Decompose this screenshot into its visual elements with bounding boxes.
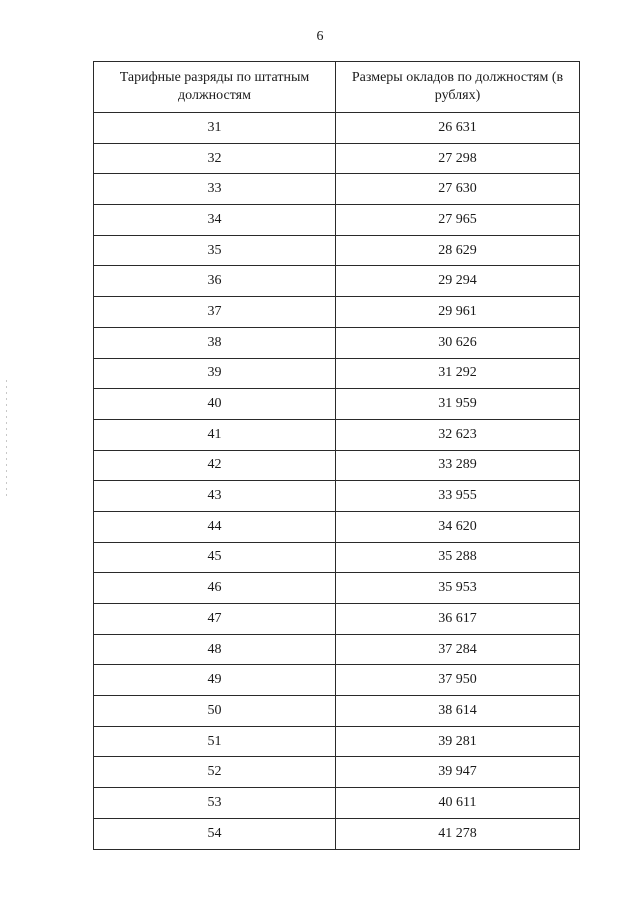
cell-grade: 33 <box>94 174 336 205</box>
table-row <box>94 542 580 573</box>
cell-salary: 39 947 <box>336 757 580 788</box>
cell-grade: 35 <box>94 235 336 266</box>
table-row <box>94 788 580 819</box>
cell-salary: 29 294 <box>336 266 580 297</box>
cell-salary: 41 278 <box>336 818 580 849</box>
table-row <box>94 604 580 635</box>
cell-salary: 39 281 <box>336 726 580 757</box>
table-row <box>94 450 580 481</box>
table-row <box>94 113 580 144</box>
cell-salary: 27 298 <box>336 143 580 174</box>
cell-salary: 40 611 <box>336 788 580 819</box>
cell-grade: 51 <box>94 726 336 757</box>
cell-grade: 36 <box>94 266 336 297</box>
cell-salary: 37 950 <box>336 665 580 696</box>
cell-salary: 27 630 <box>336 174 580 205</box>
cell-grade: 48 <box>94 634 336 665</box>
cell-salary: 26 631 <box>336 113 580 144</box>
table-row <box>94 174 580 205</box>
cell-salary: 28 629 <box>336 235 580 266</box>
salary-table <box>93 61 580 850</box>
page-number: 6 <box>316 29 324 44</box>
cell-grade: 34 <box>94 205 336 236</box>
cell-grade: 53 <box>94 788 336 819</box>
cell-grade: 46 <box>94 573 336 604</box>
cell-grade: 40 <box>94 389 336 420</box>
cell-grade: 42 <box>94 450 336 481</box>
cell-grade: 38 <box>94 327 336 358</box>
table-row <box>94 634 580 665</box>
cell-salary: 33 289 <box>336 450 580 481</box>
table-row <box>94 818 580 849</box>
cell-salary: 30 626 <box>336 327 580 358</box>
cell-salary: 35 288 <box>336 542 580 573</box>
table-row <box>94 389 580 420</box>
table-row <box>94 481 580 512</box>
cell-salary: 32 623 <box>336 419 580 450</box>
table-row <box>94 757 580 788</box>
cell-salary: 33 955 <box>336 481 580 512</box>
table-row <box>94 696 580 727</box>
cell-grade: 41 <box>94 419 336 450</box>
table-row <box>94 297 580 328</box>
cell-salary: 29 961 <box>336 297 580 328</box>
table-row <box>94 327 580 358</box>
cell-grade: 37 <box>94 297 336 328</box>
cell-grade: 39 <box>94 358 336 389</box>
table-row <box>94 143 580 174</box>
table-header-row <box>94 62 580 113</box>
table-body <box>94 113 580 850</box>
table-row <box>94 573 580 604</box>
cell-grade: 45 <box>94 542 336 573</box>
cell-salary: 27 965 <box>336 205 580 236</box>
cell-grade: 49 <box>94 665 336 696</box>
table-row <box>94 358 580 389</box>
scan-margin-mark <box>6 380 7 500</box>
table-row <box>94 205 580 236</box>
table-row <box>94 419 580 450</box>
cell-salary: 31 959 <box>336 389 580 420</box>
table-row <box>94 235 580 266</box>
cell-grade: 43 <box>94 481 336 512</box>
cell-grade: 44 <box>94 511 336 542</box>
cell-salary: 35 953 <box>336 573 580 604</box>
cell-salary: 36 617 <box>336 604 580 635</box>
cell-grade: 50 <box>94 696 336 727</box>
cell-grade: 47 <box>94 604 336 635</box>
table-row <box>94 511 580 542</box>
table-row <box>94 726 580 757</box>
cell-salary: 37 284 <box>336 634 580 665</box>
cell-grade: 31 <box>94 113 336 144</box>
header-grade: Тарифные разряды по штатным должностям <box>94 62 336 113</box>
cell-grade: 52 <box>94 757 336 788</box>
table-row <box>94 665 580 696</box>
cell-grade: 32 <box>94 143 336 174</box>
cell-salary: 34 620 <box>336 511 580 542</box>
cell-salary: 31 292 <box>336 358 580 389</box>
table-row <box>94 266 580 297</box>
cell-salary: 38 614 <box>336 696 580 727</box>
cell-grade: 54 <box>94 818 336 849</box>
header-salary: Размеры окладов по должностям (в рублях) <box>336 62 580 113</box>
